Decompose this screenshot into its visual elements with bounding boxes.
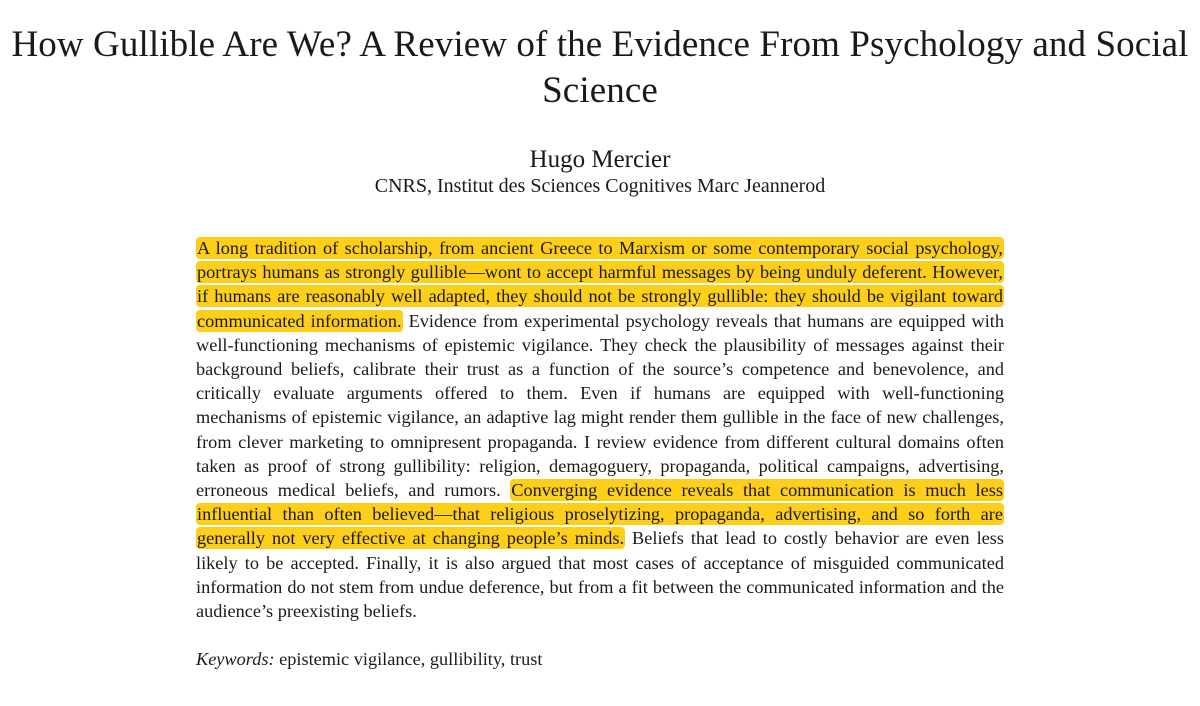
author-name: Hugo Mercier [529,146,671,173]
keywords-label: Keywords: [196,649,275,669]
author-affiliation: CNRS, Institut des Sciences Cognitives Marc Jeannerod [374,175,826,197]
keywords-list: epistemic vigilance, gullibility, trust [274,649,543,669]
keywords-line [196,647,1004,671]
paper-title: How Gullible Are We? A Review of the Evidence From Psychology and Social Science [11,24,1189,111]
abstract-text-2: Beliefs that lead to costly behavior are even less likely to be accepted. Finally, it is also argued that most cases of acceptance of misguided communicated information do not stem from undue deference, but from a fit between the communicated information and the audience’s preexisting beliefs. [196,528,1004,622]
abstract-highlight-2: Converging evidence reveals that communication is much less influential than often believed—that religious proselytizing, propaganda, advertising, and so forth are generally not very effective at changing people’s minds. [197,480,1003,549]
abstract [196,236,1004,623]
abstract-highlight-1: A long tradition of scholarship, from ancient Greece to Marxism or some contemporary social psychology, portrays humans as strongly gullible—wont to accept harmful messages by being unduly deferent. However, if humans are reasonably well adapted, they should not be strongly gullible: they should be vigilant toward communicated information. [197,238,1003,331]
abstract-text-1: Evidence from experimental psychology reveals that humans are equipped with well-functioning mechanisms of epistemic vigilance. They check the plausibility of messages against their background beliefs, calibrate their trust as a function of the source’s competence and benevolence, and critically evaluate arguments offered to them. Even if humans are equipped with well-functioning mechanisms of epistemic vigilance, an adaptive lag might render them gullible in the face of new challenges, from clever marketing to omnipresent propaganda. I review evidence from different cultural domains often taken as proof of strong gullibility: religion, demagoguery, propaganda, political campaigns, advertising, erroneous medical beliefs, and rumors. [196,310,1004,501]
